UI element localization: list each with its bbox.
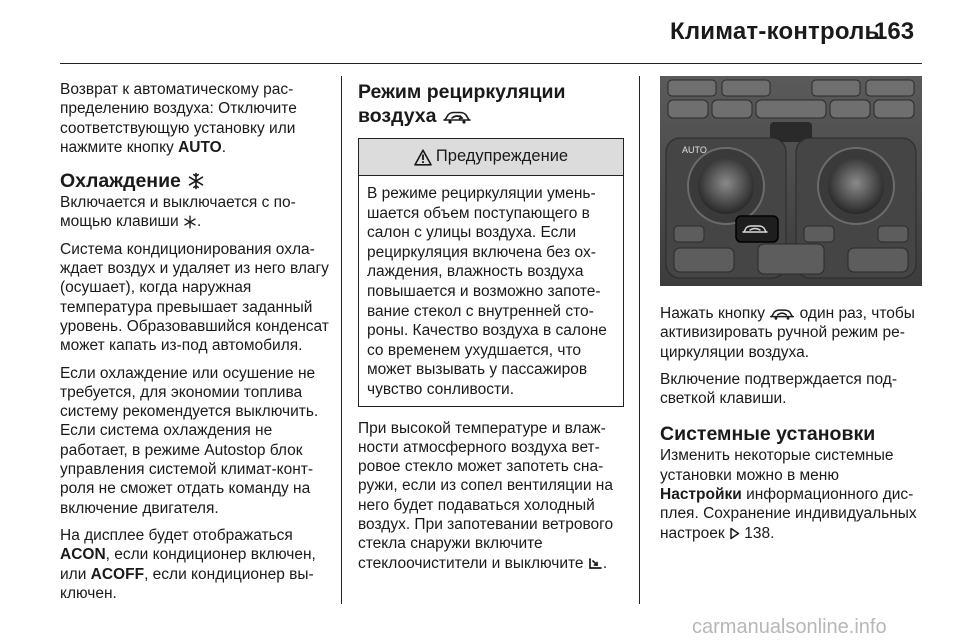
system-settings-paragraph: Изменить некоторые системные установки можно в меню Настройки информационного дисплея. Сохранение индивидуальных настроек 138.: [660, 447, 917, 542]
column-2: [358, 80, 626, 581]
auto-key-label: AUTO: [178, 138, 222, 156]
display-status-paragraph: На дисплее будет отображаться ACON, если кондиционер включен, или ACOFF, если кондиционер выключен.: [60, 526, 316, 602]
warning-box: [358, 138, 624, 407]
snowflake-icon: [187, 172, 205, 190]
photo-auto-label: AUTO: [682, 145, 707, 155]
fogging-paragraph: При высокой температуре и влажности атмосферного воздуха ветровое стекло может запотеть снаружи, если из сопел вентиляции на него будет подаваться холодный воздух. При запотевании ветрового стекла снаружи включите стеклоочистители и выключите .: [358, 419, 614, 572]
system-settings-heading: Системные установки: [660, 423, 876, 446]
vent-outlet-icon: [588, 557, 603, 570]
cooling-description-paragraph: Система кондиционирования охлаждает воздух и удаляет из него влагу (осушает), когда наружная температура превышает заданный уровень. Образовавшийся конденсат может капать из-под автомобиля.: [60, 240, 329, 355]
confirmation-paragraph: Включение подтверждается подсветкой клавиши.: [660, 370, 897, 408]
return-auto-paragraph: Возврат к автоматическому распределению воздуха: Отключите соответствующую установку или нажмите кнопку AUTO.: [60, 81, 297, 156]
column-3: [660, 80, 922, 551]
warning-triangle-icon: [414, 149, 432, 166]
recirculation-heading: Режим рециркуляции воздуха: [358, 81, 566, 127]
recirculation-car-icon: [442, 109, 472, 125]
acoff-label: ACOFF: [90, 565, 145, 583]
cooling-heading: Охлаждение: [60, 169, 338, 193]
header-divider: [60, 63, 922, 64]
page-number: 163: [874, 18, 915, 45]
warning-text: В режиме рециркуляции уменьшается объем поступающего в салон с улицы воздуха. Если рециркуляция включена без охлаждения, влажность воздуха повышается и возможно запотевание стекол с внутренней стороны. Качество воздуха в салоне со временем ухудшается, что может вызывать у пассажиров чувство сонливости.: [367, 185, 607, 398]
page-reference-link[interactable]: 138.: [744, 524, 775, 542]
settings-menu-label: Настройки: [660, 486, 742, 504]
column-1: [60, 80, 338, 611]
climate-panel-photo: [660, 76, 922, 286]
cooling-economy-paragraph: Если охлаждение или осушение не требуется, для экономии топлива систему рекомендуется выключить. Если система охлаждения не работает, в режиме Autostop блок управления системой климат-контроля не сможет отдать команду на включение двигателя.: [60, 364, 319, 517]
cooling-toggle-paragraph: Включается и выключается с помощью клавиши .: [60, 194, 296, 231]
warning-header: [359, 139, 623, 176]
warning-title: Предупреждение: [435, 147, 569, 166]
page-header-title: Климат-контроль: [670, 18, 880, 45]
recirculation-car-icon: [769, 307, 795, 321]
acon-label: ACON: [60, 546, 106, 564]
snowflake-icon: [183, 215, 197, 229]
reference-arrow-icon: [729, 527, 740, 540]
climate-control-panel-image: [660, 76, 922, 286]
column-divider-left: [341, 76, 342, 604]
column-divider-right: [639, 76, 640, 604]
watermark: carmanualsonline.info: [692, 616, 887, 638]
recirculation-activate-paragraph: Нажать кнопку один раз, чтобы активизировать ручной режим рециркуляции воздуха.: [660, 305, 915, 361]
